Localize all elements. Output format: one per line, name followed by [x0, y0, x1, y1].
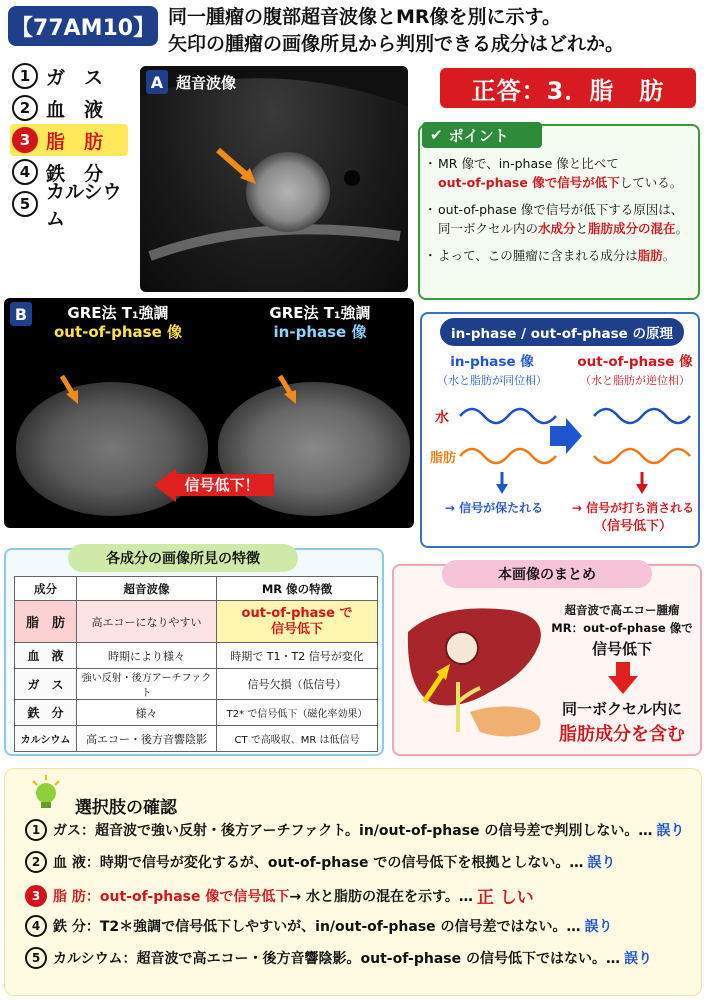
question-id-badge: 【77AM10】: [8, 6, 158, 46]
in-phase-title: in-phase 像: [450, 354, 534, 370]
choice-number: 2: [12, 95, 38, 121]
column-header: MR 像の特徴: [217, 577, 378, 601]
choice-5[interactable]: [10, 181, 134, 230]
choice-3[interactable]: [10, 124, 128, 156]
choice-label: ガ ス: [46, 66, 104, 89]
down-arrow-icon: [496, 484, 508, 494]
out-of-phase-result: → 信号が打ち消される: [571, 501, 695, 515]
tumor-mass: [246, 152, 330, 232]
choice-label: 血 液: [46, 98, 104, 121]
review-item-1: 1 ガス：超音波で強い反射・後方アーチファクト。in/out-of-phase の信号差で判別しない。… 誤り: [25, 819, 684, 841]
choice-label: カルシウム: [46, 181, 122, 230]
correct-answer-banner: 正答：3．脂 肪: [440, 68, 696, 108]
in-fat-wave: [460, 449, 556, 463]
out-of-phase-caption: GRE法 T₁強調 out-of-phase 像: [53, 304, 183, 341]
tumor-mass: [446, 632, 478, 664]
panel-a-label: A: [146, 70, 168, 94]
signal-drop-label: 信号低下！: [184, 476, 260, 494]
down-arrow-icon: [608, 662, 638, 694]
table-row: 血 液 時期により様々 時期で T1・T2 信号が変化: [15, 643, 378, 669]
summary-box: [392, 564, 702, 756]
in-phase-sub: （水と脂肪が同位相）: [437, 374, 547, 387]
down-arrow-icon: [636, 484, 648, 494]
column-header: 成分: [15, 577, 77, 601]
choice-label: 脂 肪: [46, 130, 104, 153]
question-line-2: 矢印の腫瘤の画像所見から判別できる成分はどれか。: [168, 33, 625, 55]
water-label: 水: [435, 410, 449, 426]
mr-image-panel: [4, 298, 414, 528]
features-box: [4, 548, 384, 756]
table-header-row: [15, 577, 378, 601]
review-box: [4, 768, 702, 996]
liver-illustration: [400, 592, 550, 752]
column-header: 超音波像: [77, 577, 217, 601]
out-of-phase-sub: （水と脂肪が逆位相）: [580, 374, 690, 387]
choice-number: 4: [12, 159, 38, 185]
choice-number: 1: [12, 63, 38, 89]
summary-title: 本画像のまとめ: [442, 560, 652, 588]
table-row: ガ ス 強い反射・後方アーチファクト 信号欠損（低信号）: [15, 669, 378, 700]
point-bullet-1: ・ MR 像で、in-phase 像と比べて out-of-phase 像で信号が低下している。: [428, 154, 694, 192]
summary-line-2: MR：out-of-phase 像で: [551, 621, 693, 635]
ultrasound-image: [140, 66, 408, 292]
review-item-5: 5 カルシウム：超音波で高エコー・後方音響陰影。out-of-phase の信号低下ではない。… 誤り: [25, 947, 652, 969]
out-fat-wave: [594, 449, 690, 463]
in-phase-result: → 信号が保たれる: [444, 501, 544, 515]
choice-number: 5: [12, 191, 38, 217]
fat-label: 脂肪: [429, 451, 456, 466]
summary-line-5: 脂肪成分を含む: [559, 724, 685, 745]
table-row: 脂 肪 高エコーになりやすい out-of-phase で 信号低下: [15, 601, 378, 643]
table-row: 鉄 分 様々 T2* で信号低下（磁化率効果）: [15, 700, 378, 726]
out-water-wave: [594, 409, 690, 423]
lightbulb-icon: [31, 775, 61, 811]
question-text: [168, 4, 704, 58]
choice-number: 3: [12, 127, 38, 153]
check-icon: ✔: [430, 126, 443, 144]
point-bullet-2: ・ out-of-phase 像で信号が低下する原因は、同一ボクセル内の水成分と脂肪成分の混在。: [428, 200, 694, 238]
review-item-4: 4 鉄 分：T2＊強調で信号低下しやすいが、in/out-of-phase の信号差ではない。… 誤り: [25, 915, 613, 937]
summary-line-1: 超音波で高エコー腫瘤: [564, 603, 680, 617]
point-box: [418, 124, 700, 300]
point-header: [422, 122, 542, 148]
review-item-3: 3 脂 肪：out-of-phase 像で信号低下 → 水と脂肪の混在を示す。… 正 しい: [25, 883, 534, 908]
principle-box: [420, 312, 700, 548]
pancreas-shape: [470, 706, 541, 736]
choice-1[interactable]: [10, 60, 134, 92]
arrow-icon: [66, 390, 78, 404]
in-water-wave: [460, 409, 556, 423]
features-title: 各成分の画像所見の特徴: [68, 544, 298, 572]
table-row: カルシウム 高エコー・後方音響陰影 CT で高吸収、MR は低信号: [15, 726, 378, 752]
review-title: 選択肢の確認: [75, 798, 177, 818]
in-phase-caption: GRE法 T₁強調 in-phase 像: [269, 304, 371, 341]
question-line-1: 同一腫瘤の腹部超音波像とMR像を別に示す。: [168, 6, 562, 28]
out-of-phase-title: out-of-phase 像: [577, 354, 693, 370]
principle-title: in-phase / out-of-phase の原理: [440, 318, 684, 346]
arrow-icon: [284, 390, 296, 404]
choice-list: [10, 60, 134, 230]
point-title: ポイント: [448, 126, 509, 145]
review-item-2: 2 血 液：時期で信号が変化するが、out-of-phase での信号低下を根拠としない。… 誤り: [25, 851, 615, 873]
summary-line-3: 信号低下: [591, 640, 652, 658]
choice-2[interactable]: [10, 92, 134, 124]
panel-a-title: 超音波像: [176, 74, 237, 92]
ultrasound-graphic: [140, 66, 408, 292]
point-bullet-3: ・ よって、この腫瘤に含まれる成分は脂肪。: [428, 246, 694, 265]
right-arrow-icon: [550, 418, 582, 454]
out-of-phase-result-2: （信号低下）: [593, 519, 672, 534]
features-table: [14, 576, 378, 752]
summary-line-4: 同一ボクセル内に: [561, 700, 682, 718]
panel-b-label: B: [10, 302, 32, 326]
choice-label: 鉄 分: [46, 162, 104, 185]
